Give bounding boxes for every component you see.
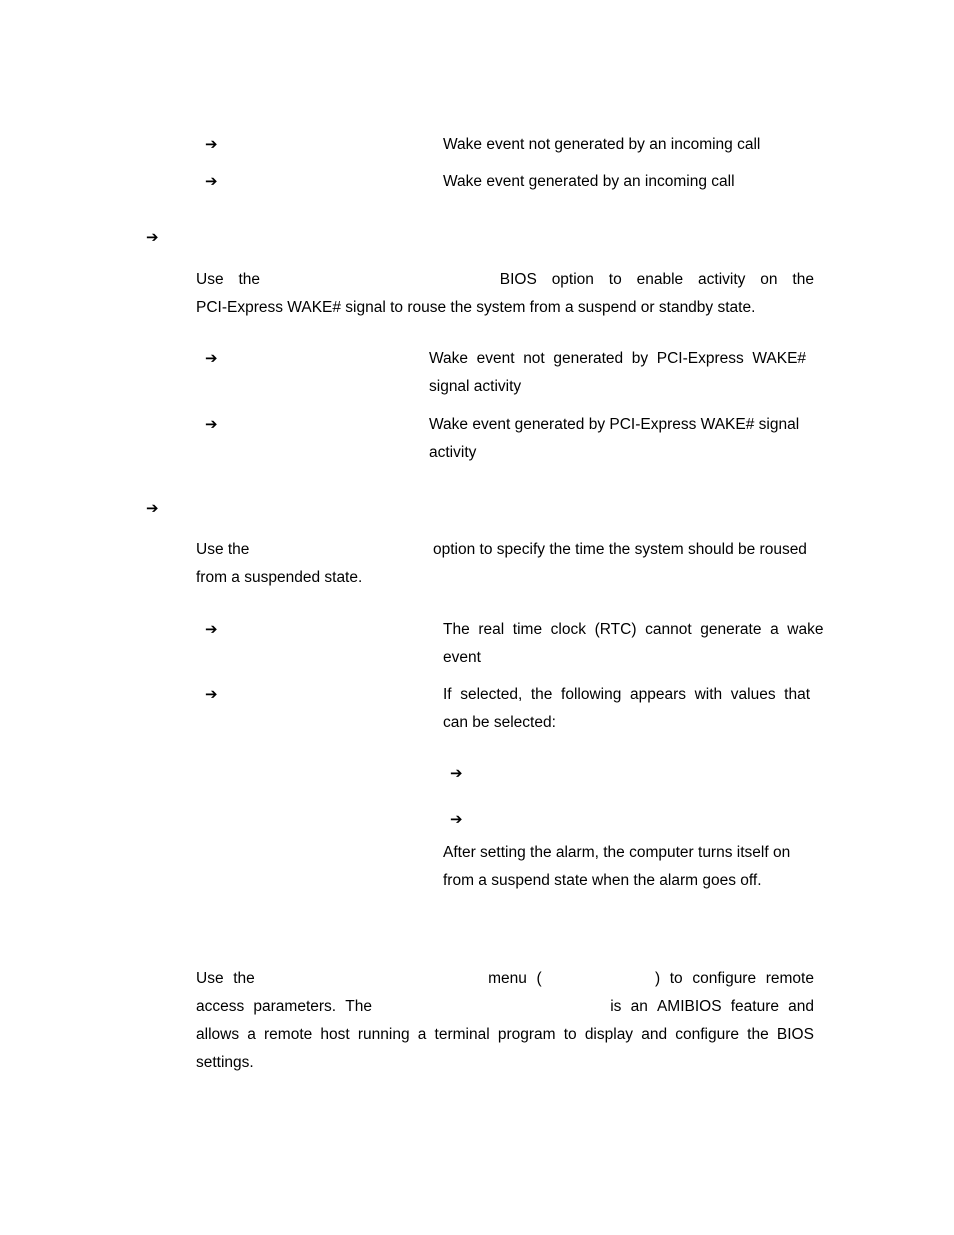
arrow-icon: ➔ <box>146 228 159 246</box>
paragraph-line: from a suspended state. <box>196 569 363 586</box>
paragraph-line: access parameters. The is an AMIBIOS feature and <box>196 998 814 1015</box>
arrow-icon: ➔ <box>205 620 218 638</box>
arrow-icon: ➔ <box>205 349 218 367</box>
paragraph-line: allows a remote host running a terminal program to display and configure the BIOS <box>196 1026 814 1043</box>
paragraph-line: settings. <box>196 1054 254 1071</box>
option-description: signal activity <box>429 378 522 395</box>
option-description: Wake event generated by an incoming call <box>443 173 735 190</box>
arrow-icon: ➔ <box>450 764 463 782</box>
paragraph-line: Use the menu ( ) to configure remote <box>196 970 814 987</box>
option-description: Wake event not generated by an incoming call <box>443 136 761 153</box>
arrow-icon: ➔ <box>205 172 218 190</box>
paragraph-line: option to specify the time the system should be roused <box>433 541 807 558</box>
note-line: After setting the alarm, the computer turns itself on <box>443 844 791 861</box>
arrow-icon: ➔ <box>146 499 159 517</box>
paragraph-line: Use the BIOS option to enable activity on the <box>196 271 814 288</box>
option-description: Wake event generated by PCI-Express WAKE# signal <box>429 416 800 433</box>
arrow-icon: ➔ <box>205 685 218 703</box>
option-description: The real time clock (RTC) cannot generate a wake <box>443 621 824 638</box>
note-line: from a suspend state when the alarm goes off. <box>443 872 762 889</box>
paragraph-line: PCI-Express WAKE# signal to rouse the system from a suspend or standby state. <box>196 299 756 316</box>
option-description: can be selected: <box>443 714 556 731</box>
option-description: activity <box>429 444 477 461</box>
option-description: event <box>443 649 481 666</box>
option-description: Wake event not generated by PCI-Express WAKE# <box>429 350 807 367</box>
paragraph-line: Use the <box>196 541 250 558</box>
arrow-icon: ➔ <box>205 415 218 433</box>
arrow-icon: ➔ <box>205 135 218 153</box>
arrow-icon: ➔ <box>450 810 463 828</box>
option-description: If selected, the following appears with values that <box>443 686 811 703</box>
